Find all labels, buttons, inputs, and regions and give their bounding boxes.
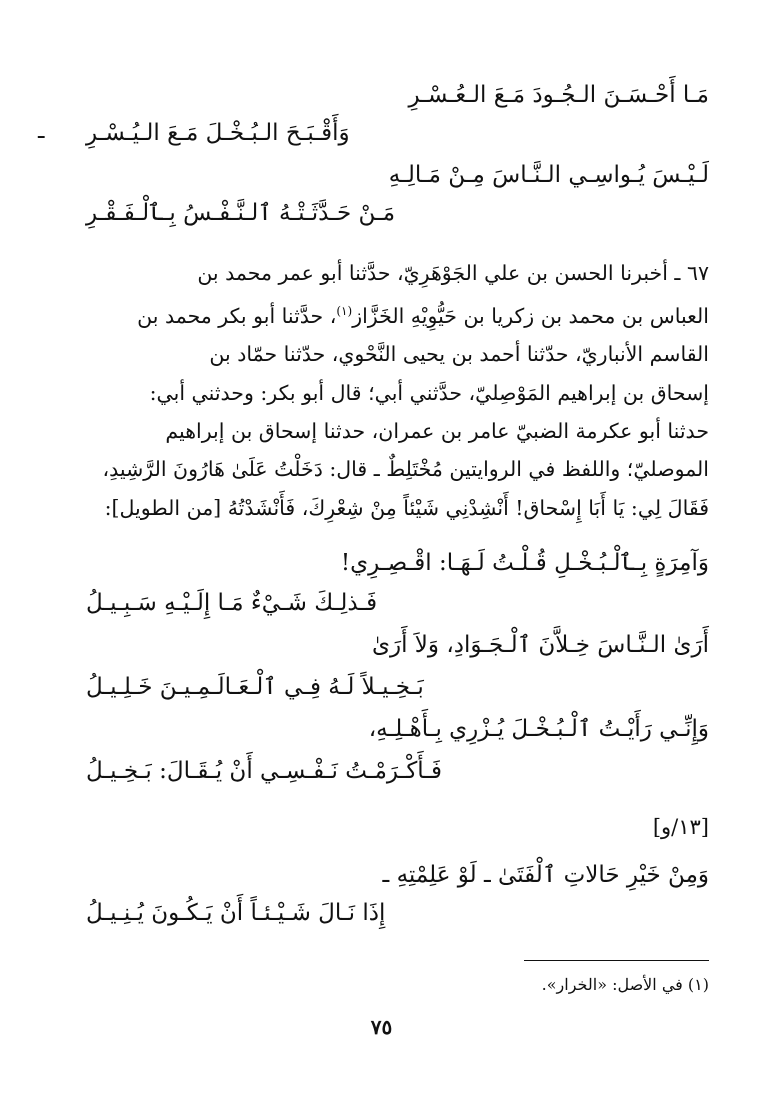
poem3-line-1: وَمِنْ خَيْرِ حَالاتِ ٱلْفَتَىٰ ـ لَوْ عَلِمْتِهِ ـ	[382, 862, 709, 888]
poem2-line-1: وَآمِرَةٍ بِـٱلْـبُـخْـلِ قُـلْـتُ لَـهَـا: اقْـصِـرِي!	[340, 550, 709, 576]
poem2-line-6: فَـأَكْـرَمْـتُ نَـفْـسِـي أَنْ يُـقَـالَ: بَـخِـيـلُ	[86, 758, 443, 784]
footnote-number: (١)	[687, 975, 709, 994]
poem2-line-5: وَإِنِّـي رَأَيْـتُ ٱلْـبُـخْـلَ يُـزْرِي بِـأَهْـلِـهِ،	[368, 716, 709, 742]
poem2-line-2: فَـذلِـكَ شَـيْءٌ مَـا إِلَـيْـهِ سَـبِـيـلُ	[86, 590, 378, 616]
narration-line-2-rest: ، حدَّثنا أبو بكر محمد بن	[137, 304, 337, 329]
margin-mark: ـ	[38, 119, 45, 144]
narration-line-2-text: العباس بن محمد بن زكريا بن حَيُّوِيْهِ الخَزَّاز	[352, 304, 709, 329]
poem2-line-3: أَرَىٰ الـنَّـاسَ خِـلاَّنَ ٱلْـجَـوَادِ، وَلاَ أَرَىٰ	[372, 632, 709, 658]
poem3-line-2: إِذَا نَـالَ شَـيْـئـاً أَنْ يَـكُـونَ يُـنِـيـلُ	[86, 900, 386, 926]
poem2-line-4: بَـخِـيـلاً لَـهُ فِـي ٱلْـعَـالَـمِـيـنَ خَـلِـيـلُ	[86, 674, 424, 700]
narration-line-4: إسحاق بن إبراهيم المَوْصِليّ، حدَّثني أبي؛ قال أبو بكر: وحدثني أبي:	[149, 380, 709, 405]
poem1-line-3: لَـيْـسَ يُـواسِـي الـنَّـاسَ مِـنْ مَـالِـهِ	[388, 162, 709, 188]
footnote-reference[interactable]: (١)	[336, 304, 353, 319]
narration-line-6: الموصليّ؛ واللفظ في الروايتين مُخْتَلِطٌ ـ قال: دَخَلْتُ عَلَىٰ هَارُونَ الرَّشِيدِ،	[102, 457, 709, 482]
poem1-line-1: مَـا أَحْـسَـنَ الـجُـودَ مَـعَ الـعُـسْـرِ	[408, 82, 709, 108]
narration-line-7: فَقَالَ لِي: يَا أَبَا إِسْحاق! أَنْشِدْنِي شَيْئاً مِنْ شِعْرِكَ، فَأَنْشَدْتُهُ [من الطويل]:	[104, 495, 709, 520]
folio-marker: [١٣/و]	[652, 815, 709, 839]
narration-paragraph	[61, 254, 709, 527]
narration-line-5: حدثنا أبو عكرمة الضبيّ عامر بن عمران، حدثنا إسحاق بن إبراهيم	[165, 419, 709, 444]
poem1-line-2: وَأَقْـبَـحَ الـبُـخْـلَ مَـعَ الـيُـسْـرِ	[86, 120, 350, 146]
narration-line-3: القاسم الأنباريّ، حدّثنا أحمد بن يحيى النَّحْوي، حدّثنا حمّاد بن	[209, 342, 709, 367]
footnote	[542, 972, 709, 998]
page-number: ٧٥	[370, 1015, 393, 1039]
narration-line-1: ٦٧ ـ أخبرنا الحسن بن علي الجَوْهَرِيّ، حدَّثنا أبو عمر محمد بن	[197, 261, 709, 285]
footnote-divider	[524, 960, 709, 961]
narration-line-2	[61, 292, 709, 335]
poem1-line-4: مَـنْ حَـدَّثَـتْـهُ ٱلـنَّـفْـسُ بِـٱلْـفَـقْـرِ	[86, 200, 396, 226]
footnote-text: في الأصل: «الخرار».	[541, 975, 683, 994]
